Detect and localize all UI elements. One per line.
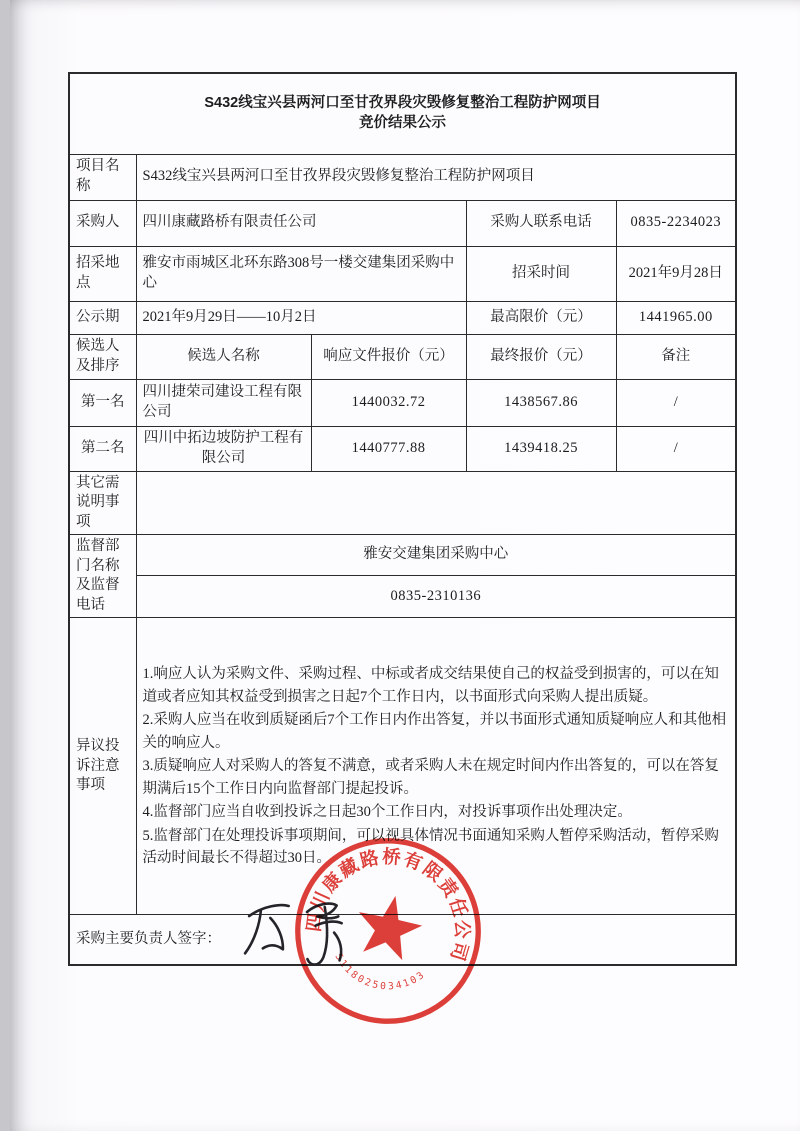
bid-time-value: 2021年9月28日 — [616, 246, 736, 301]
purchaser-row — [69, 200, 736, 246]
location-row — [69, 246, 736, 301]
candidate-final-price: 1438567.86 — [466, 379, 616, 426]
project-name-label: 项目名称 — [69, 154, 136, 200]
notice-item-5: 5.监督部门在处理投诉事项期间，可以视具体情况书面通知采购人暂停采购活动，暂停采购活动时间最长不得超过30日。 — [142, 827, 719, 867]
bid-time-label: 招采时间 — [466, 246, 616, 301]
candidate-response-price: 1440777.88 — [311, 426, 466, 471]
signature-row — [69, 915, 736, 965]
purchaser-label: 采购人 — [69, 200, 136, 246]
candidate-row-1 — [69, 379, 736, 426]
supervisor-name: 雅安交建集团采购中心 — [136, 535, 736, 576]
candidates-rank-header: 候选人及排序 — [69, 334, 136, 379]
purchaser-phone-label: 采购人联系电话 — [466, 200, 616, 246]
signature-line — [69, 915, 736, 965]
notice-item-2: 2.采购人应当在收到质疑函后7个工作日内作出答复，并以书面形式通知质疑响应人和其他相关的响应人。 — [142, 712, 727, 751]
candidate-name: 四川捷荣司建设工程有限公司 — [136, 379, 311, 426]
column-header-remark: 备注 — [616, 334, 736, 379]
column-header-final-price: 最终报价（元） — [466, 334, 616, 379]
candidate-name: 四川中拓边坡防护工程有限公司 — [136, 426, 311, 471]
purchaser-value: 四川康藏路桥有限责任公司 — [136, 200, 466, 246]
supervisor-phone-row — [69, 576, 736, 618]
notice-item-4: 4.监督部门应当自收到投诉之日起30个工作日内，对投诉事项作出处理决定。 — [142, 804, 632, 821]
notices-content — [136, 618, 736, 915]
column-header-response-price: 响应文件报价（元） — [311, 334, 466, 379]
scanned-page — [10, 0, 800, 1131]
candidates-header-row — [69, 334, 736, 379]
notice-item-1: 1.响应人认为采购文件、采购过程、中标或者成交结果使自己的权益受到损害的，可以在知道或者应知其权益受到损害之日起7个工作日内，以书面形式向采购人提出质疑。 — [142, 666, 719, 705]
other-notes-label: 其它需说明事项 — [69, 471, 136, 535]
supervisor-phone: 0835-2310136 — [136, 576, 736, 618]
project-name-row — [69, 154, 736, 200]
project-name-value: S432线宝兴县两河口至甘孜界段灾毁修复整治工程防护网项目 — [136, 154, 736, 200]
supervisor-label: 监督部门名称及监督电话 — [69, 535, 136, 618]
candidate-row-2 — [69, 426, 736, 471]
stamp-company-text: 四川康藏路桥有限责任公司 — [303, 846, 473, 965]
candidate-remark: / — [616, 426, 736, 471]
stamp-number-text: 5118025034103 — [332, 951, 429, 993]
candidate-response-price: 1440032.72 — [311, 379, 466, 426]
candidate-final-price: 1439418.25 — [466, 426, 616, 471]
publicity-period-row — [69, 301, 736, 334]
signature-label: 采购主要负责人签字： — [76, 930, 221, 947]
bid-result-table — [68, 72, 737, 966]
candidate-rank: 第一名 — [69, 379, 136, 426]
candidate-rank: 第二名 — [69, 426, 136, 471]
title-line-1: S432线宝兴县两河口至甘孜界段灾毁修复整治工程防护网项目 — [204, 95, 601, 112]
other-notes-value — [136, 471, 736, 535]
location-value: 雅安市雨城区北环东路308号一楼交建集团采购中心 — [136, 246, 466, 301]
publicity-period-label: 公示期 — [69, 301, 136, 334]
max-price-value: 1441965.00 — [616, 301, 736, 334]
supervisor-name-row — [69, 535, 736, 576]
title-row — [69, 73, 736, 154]
column-header-name: 候选人名称 — [136, 334, 311, 379]
candidate-remark: / — [616, 379, 736, 426]
notice-item-3: 3.质疑响应人对采购人的答复不满意，或者采购人未在规定时间内作出答复的，可以在答复期满后15个工作日内向监督部门提起投诉。 — [142, 758, 719, 797]
other-notes-row — [69, 471, 736, 535]
title-line-2: 竞价结果公示 — [359, 114, 447, 131]
notices-row — [69, 618, 736, 915]
location-label: 招采地点 — [69, 246, 136, 301]
document-title — [69, 73, 736, 154]
publicity-period-value: 2021年9月29日——10月2日 — [136, 301, 466, 334]
notices-label: 异议投诉注意事项 — [69, 618, 136, 915]
purchaser-phone-value: 0835-2234023 — [616, 200, 736, 246]
max-price-label: 最高限价（元） — [466, 301, 616, 334]
